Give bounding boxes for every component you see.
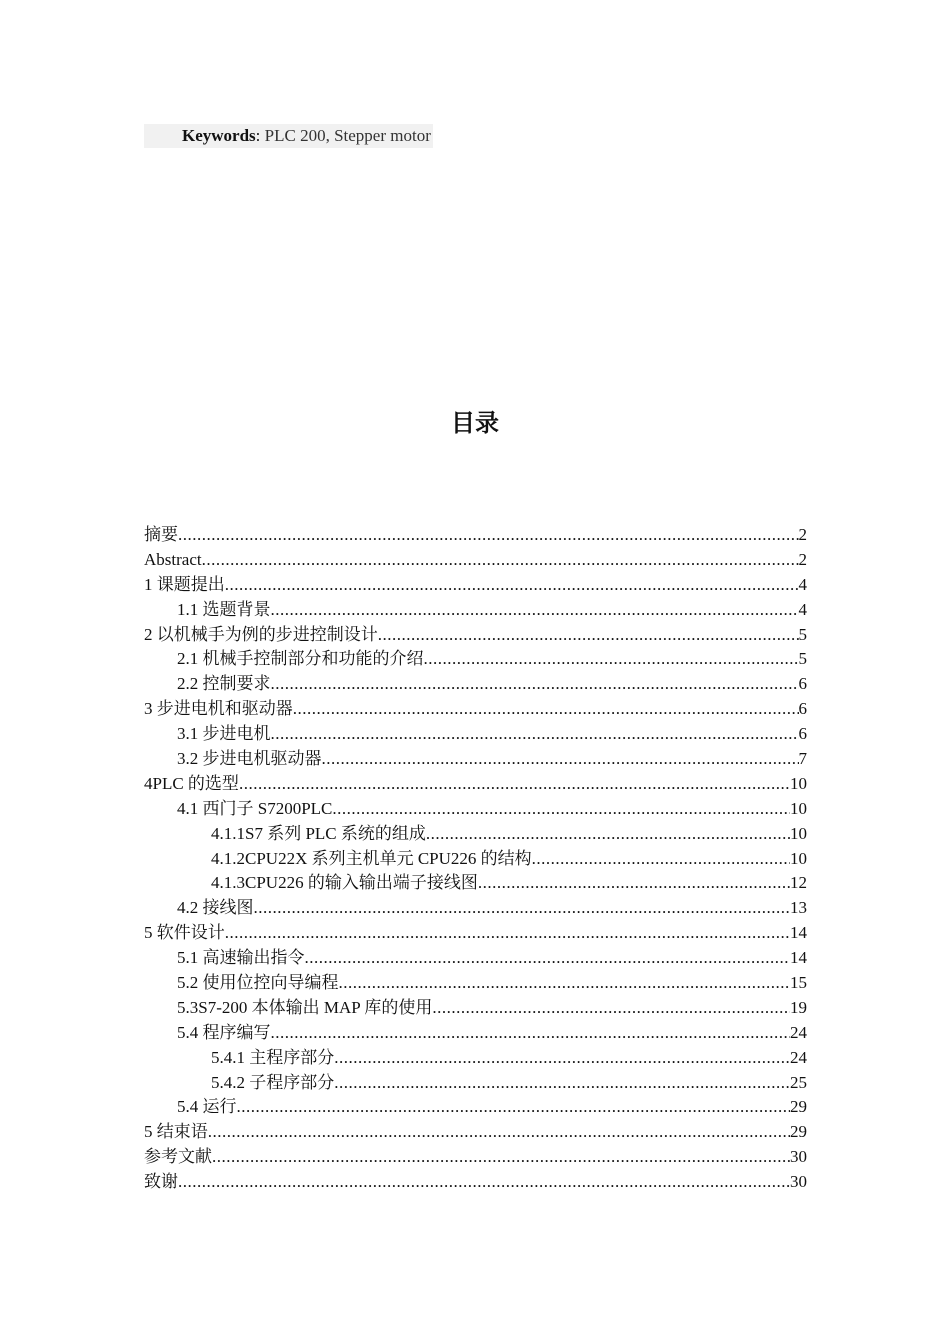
toc-entry-page: 29 [790, 1122, 807, 1142]
toc-entry-page: 6 [798, 724, 807, 744]
toc-entry[interactable] [144, 971, 807, 996]
toc-entry[interactable] [144, 871, 807, 896]
toc-entry-page: 5 [798, 649, 807, 669]
toc-entry-title: 5 结束语 [144, 1122, 208, 1142]
toc-entry[interactable] [144, 921, 807, 946]
toc-dot-leader [532, 847, 790, 872]
toc-entry-page: 25 [790, 1072, 807, 1092]
toc-dot-leader [378, 623, 799, 648]
toc-title: 目录 [451, 409, 499, 437]
toc-entry-page: 10 [790, 798, 807, 818]
toc-entry[interactable] [144, 548, 807, 573]
toc-entry[interactable] [144, 1145, 807, 1170]
toc-entry[interactable] [144, 722, 807, 747]
toc-entry-title: 5 软件设计 [144, 923, 225, 943]
toc-dot-leader [237, 1095, 791, 1120]
toc-entry-title: 2.1 机械手控制部分和功能的介绍 [177, 649, 424, 669]
toc-entry[interactable] [144, 1170, 807, 1195]
toc-entry-page: 13 [790, 898, 807, 918]
toc-entry[interactable] [144, 1071, 807, 1096]
toc-entry[interactable] [144, 573, 807, 598]
toc-entry-title: 2.2 控制要求 [177, 674, 271, 694]
toc-entry-page: 2 [798, 525, 807, 544]
toc-entry-title: 5.4 运行 [177, 1097, 237, 1117]
toc-entry[interactable] [144, 623, 807, 648]
toc-dot-leader [271, 1021, 791, 1046]
toc-entry-page: 30 [790, 1147, 807, 1167]
toc-dot-leader [426, 822, 790, 847]
toc-entry-page: 4 [798, 599, 807, 619]
toc-dot-leader [208, 1120, 790, 1145]
toc-entry-title: 5.1 高速输出指令 [177, 948, 305, 968]
toc-dot-leader [305, 946, 791, 971]
toc-entry[interactable] [144, 822, 807, 847]
toc-entry-title: 4.2 接线图 [177, 898, 254, 918]
toc-entry-title: 参考文献 [144, 1147, 212, 1167]
toc-dot-leader [271, 722, 799, 747]
toc-dot-leader [254, 896, 791, 921]
toc-entry-title: 3.1 步进电机 [177, 724, 271, 744]
toc-entry[interactable] [144, 747, 807, 772]
toc-entry-page: 6 [798, 674, 807, 694]
toc-entry-page: 2 [798, 549, 807, 569]
toc-entry-title: 3.2 步进电机驱动器 [177, 749, 322, 769]
toc-entry[interactable] [144, 896, 807, 921]
keywords-line [144, 124, 433, 148]
toc-entry-page: 10 [790, 823, 807, 843]
toc-entry[interactable] [144, 1095, 807, 1120]
toc-entry-title: 4.1.2CPU22X 系列主机单元 CPU226 的结构 [211, 848, 532, 868]
toc-entry-page: 14 [790, 948, 807, 968]
keywords-value: PLC 200, Stepper motor [264, 126, 431, 145]
toc-entry-title: Abstract [144, 549, 202, 569]
toc-dot-leader [225, 921, 790, 946]
toc-entry-page: 24 [790, 1047, 807, 1067]
toc-dot-leader [322, 747, 799, 772]
toc-entry-page: 6 [798, 699, 807, 719]
toc-entry-page: 10 [790, 773, 807, 793]
toc-entry-title: 致谢 [144, 1172, 178, 1192]
toc-entry-page: 10 [790, 848, 807, 868]
toc-entry-page: 5 [798, 624, 807, 644]
toc-dot-leader [334, 1046, 790, 1071]
toc-entry-page: 4 [798, 574, 807, 594]
toc-entry-title: 5.4.1 主程序部分 [211, 1047, 335, 1067]
toc-entry[interactable] [144, 598, 807, 623]
toc-entry[interactable] [144, 697, 807, 722]
toc-dot-leader [334, 1071, 790, 1096]
toc-entry-page: 24 [790, 1022, 807, 1042]
toc-entry[interactable] [144, 523, 807, 548]
toc-entry-page: 7 [798, 749, 807, 769]
toc-dot-leader [178, 523, 799, 548]
toc-entry-title: 4.1 西门子 S7200PLC [177, 798, 333, 818]
toc-entry-title: 5.4.2 子程序部分 [211, 1072, 335, 1092]
toc-entry[interactable] [144, 1046, 807, 1071]
toc-dot-leader [339, 971, 791, 996]
toc-dot-leader [293, 697, 799, 722]
toc-entry-page: 29 [790, 1097, 807, 1117]
toc-entry-title: 1.1 选题背景 [177, 599, 271, 619]
toc-entry-title: 5.4 程序编写 [177, 1022, 271, 1042]
toc-entry[interactable] [144, 946, 807, 971]
toc-entry[interactable] [144, 847, 807, 872]
toc-dot-leader [271, 598, 799, 623]
toc-entry-title: 5.2 使用位控向导编程 [177, 973, 339, 993]
toc-dot-leader [202, 548, 799, 573]
toc-entry[interactable] [144, 772, 807, 797]
keywords-label: Keywords [182, 126, 256, 145]
toc-dot-leader [432, 996, 790, 1021]
keywords-separator: : [255, 126, 265, 145]
toc-entry-page: 19 [790, 997, 807, 1017]
toc-entry-title: 1 课题提出 [144, 574, 225, 594]
toc-entry-title: 5.3S7-200 本体输出 MAP 库的使用 [177, 997, 433, 1017]
toc-entry-page: 30 [790, 1172, 807, 1192]
toc-entry[interactable] [144, 1120, 807, 1145]
toc-entry[interactable] [144, 647, 807, 672]
toc-dot-leader [271, 672, 799, 697]
toc-dot-leader [225, 573, 799, 598]
toc-entry-title: 4.1.3CPU226 的输入输出端子接线图 [211, 873, 478, 893]
toc-entry[interactable] [144, 996, 807, 1021]
toc-dot-leader [178, 1170, 790, 1195]
toc-dot-leader [424, 647, 799, 672]
toc-entry-page: 12 [790, 873, 807, 893]
toc-entry-page: 14 [790, 923, 807, 943]
toc-entry[interactable] [144, 672, 807, 697]
table-of-contents [144, 523, 807, 1195]
toc-entry[interactable] [144, 1021, 807, 1046]
toc-entry-title: 4.1.1S7 系列 PLC 系统的组成 [211, 823, 426, 843]
toc-entry-title: 2 以机械手为例的步进控制设计 [144, 624, 378, 644]
toc-entry-title: 4PLC 的选型 [144, 773, 239, 793]
toc-entry-title: 3 步进电机和驱动器 [144, 699, 293, 719]
toc-dot-leader [478, 871, 790, 896]
toc-dot-leader [239, 772, 790, 797]
toc-entry[interactable] [144, 797, 807, 822]
toc-dot-leader [212, 1145, 790, 1170]
toc-dot-leader [332, 797, 790, 822]
toc-entry-page: 15 [790, 973, 807, 993]
toc-entry-title: 摘要 [144, 525, 178, 544]
